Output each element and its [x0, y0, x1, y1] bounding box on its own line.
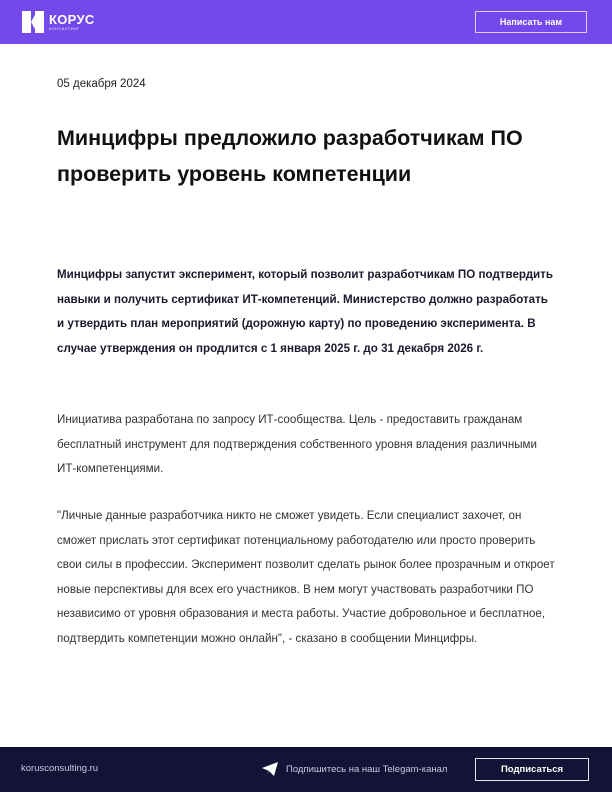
logo-name: КОРУС [49, 11, 95, 27]
telegram-link[interactable] [262, 762, 447, 776]
article-title: Минцифры предложило разработчикам ПО проверить уровень компетенции [57, 126, 523, 186]
paper-plane-icon [262, 762, 278, 776]
subscribe-button[interactable]: Подписаться [475, 758, 589, 781]
article-quote-paragraph: "Личные данные разработчика никто не сможет увидеть. Если специалист захочет, он сможет прислать этот сертификат потенциальному работодателю или просто проверить свои силы в профессии. Эксперимент позволит сделать рынок более прозрачным и откроет новые перспективы для всех его участников. В нем могут участвовать разработчики ПО независимо от уровня образования и места работы. Участие добровольное и бесплатное, подтвердить компетенции можно онлайн", - сказано в сообщении Минцифры. [57, 509, 555, 645]
logo-mark-icon [22, 11, 44, 33]
article-lead: Минцифры запустит эксперимент, который позволит разработчикам ПО подтвердить навыки и получить сертификат ИТ-компетенций. Министерство должно разработать и утвердить план мероприятий (дорожную карту) по проведению эксперимента. В случае утверждения он продлится с 1 января 2025 г. до 31 декабря 2026 г. [57, 268, 553, 355]
site-link[interactable]: korusconsulting.ru [21, 763, 99, 774]
footer [0, 747, 612, 792]
article-paragraph: Инициатива разработана по запросу ИТ-сообщества. Цель - предоставить гражданам бесплатный инструмент для подтверждения собственного уровня владения различными ИТ-компетенциями. [57, 413, 538, 475]
telegram-text: Подпишитесь на наш Telegam-канал [286, 763, 448, 775]
top-header [0, 0, 612, 44]
logo-subtitle: КОНСАЛТИНГ [49, 25, 80, 31]
article-date: 05 декабря 2024 [57, 78, 146, 90]
write-us-button[interactable]: Написать нам [475, 11, 587, 33]
korus-logo[interactable] [22, 11, 95, 33]
